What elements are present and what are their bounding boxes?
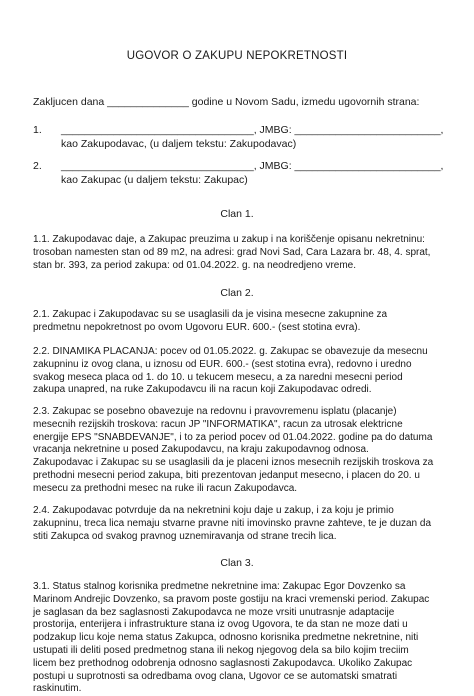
party-signature-line: _________________________________, JMBG: _________________________,	[61, 124, 444, 136]
text-line: stiti Zakupca od svakog pravnog uznemiravanja od strane trecih lica.	[33, 530, 337, 542]
text-line: 2.2. DINAMIKA PLACANJA: pocev od 01.05.2022. g. Zakupac se obavezuje da mesecnu	[33, 346, 428, 357]
text-line: 3.1. Status stalnog korisnika predmetne nekretnine ima: Zakupac Egor Dovzenko sa	[33, 581, 406, 592]
text-line: ustupati ili deliti posed predmetnog stana ili nekog njegovog dela sa bilo kojim treciim	[33, 644, 409, 656]
party-2	[33, 160, 444, 186]
text-line: Marinom Andrejic Dovzenko, sa pravom poste gostiju na kraci vremenski period. Zakupac	[33, 593, 430, 605]
text-line: 2.3. Zakupac se posebno obavezuje na redovnu i pravovremenu isplatu (placanje)	[33, 406, 397, 417]
text-line: prethodni mesecni period zakupa, biti prezentovan jedanput mesecno, i placen do 20. u	[33, 469, 420, 481]
text-line: predmetnu nepokretnost po ovom Ugovoru EUR. 600.- (sest stotina evra).	[33, 321, 361, 333]
text-line: zakupninu iz ovog clana, u iznosu od EUR. 600.- (sest stotina evra), redovno i uredno	[33, 358, 412, 370]
party-role: kao Zakupodavac, (u daljem tekstu: Zakupodavac)	[61, 138, 297, 150]
text-line: prostorija, enterijera i infrastrukture stana iz ovog Ugovora, te da stan ne moze dati u	[33, 619, 408, 631]
text-line: raskinutim.	[33, 683, 82, 695]
clan-2-heading: Clan 2.	[220, 287, 254, 299]
text-line: 2.1. Zakupac i Zakupodavac su se usaglasili da je visina mesecne zakupnine za	[33, 309, 388, 320]
text-line: zakupninu, treca lica nemaju stvarne pravne niti imovinsko pravne zahteve, te je duzan da	[33, 517, 432, 529]
text-line: mesecnih rezijskih troskova: racun JP "INFORMATIKA", racun za utrosak elektricne	[33, 418, 403, 430]
text-line: trosoban namesten stan od 89 m2, na adresi: grad Novi Sad, Cara Lazara br. 48, 4. sprat,	[33, 246, 431, 258]
party-signature-line: _________________________________, JMBG: _________________________,	[61, 160, 444, 172]
party-number: 1.	[33, 124, 42, 136]
text-line: svakog meseca placa od 1. do 10. u tekucem mesecu, a za naredni mesecni period	[33, 371, 403, 383]
text-line: licem bez prethodnog odobrenja odnosno saglasnosti Zakupodavca. Ukoliko Zakupac	[33, 657, 413, 669]
party-role: kao Zakupac (u daljem tekstu: Zakupac)	[61, 174, 248, 186]
paragraph-2-1	[33, 309, 448, 335]
intro-line: Zakljucen dana ______________ godine u Novom Sadu, izmedu ugovornih strana:	[33, 96, 420, 108]
text-line: energije EPS "SNABDEVANJE", i to za period pocev od 01.04.2022. godine pa do datuma	[33, 431, 433, 443]
text-line: stan br. 393, za period zakupa: od 01.04.2022. g. na neodredjeno vreme.	[33, 259, 357, 271]
paragraph-1-1	[33, 234, 448, 272]
party-1	[33, 124, 444, 150]
text-line: 1.1. Zakupodavac daje, a Zakupac preuzima u zakup i na koriščenje opisanu nekretninu:	[33, 234, 425, 245]
text-line: je saglasan da bez saglasnosti Zakupodavca ne moze vrsiti unutrasnje adaptacije	[33, 606, 395, 618]
paragraph-2-3	[33, 406, 448, 496]
clan-3-heading: Clan 3.	[220, 557, 254, 569]
text-line: podzakup licu koje nema status Zakupca, odnosno korisnika predmetne nekretnine, niti	[33, 632, 419, 644]
text-line: zakupa unapred, na ruke Zakupodavcu ili na racun koji Zakupodavac odredi.	[33, 384, 372, 396]
paragraph-2-2	[33, 346, 448, 397]
text-line: Zakupodavac i Zakupac su se usaglasili da je placeni iznos mesecnih rezijskih troskova za	[33, 457, 434, 469]
party-number: 2.	[33, 160, 42, 172]
paragraph-3-1	[33, 581, 448, 696]
paragraph-2-4	[33, 505, 448, 543]
document-title: UGOVOR O ZAKUPU NEPOKRETNOSTI	[126, 50, 348, 62]
text-line: postupi u suprotnosti sa odredbama ovog clana, Ugovor ce se automatski smatrati	[33, 670, 398, 682]
text-line: vracanja nekretnine u posed Zakupodavcu, na kraju zakupodavnog odnosa.	[33, 444, 369, 456]
text-line: 2.4. Zakupodavac potvrduje da na nekretnini koju daje u zakup, i za koju je primio	[33, 505, 394, 516]
text-line: mesecu za prethodni mesec na ruke ili racun Zakupodavca.	[33, 482, 298, 494]
clan-1-heading: Clan 1.	[220, 208, 254, 220]
